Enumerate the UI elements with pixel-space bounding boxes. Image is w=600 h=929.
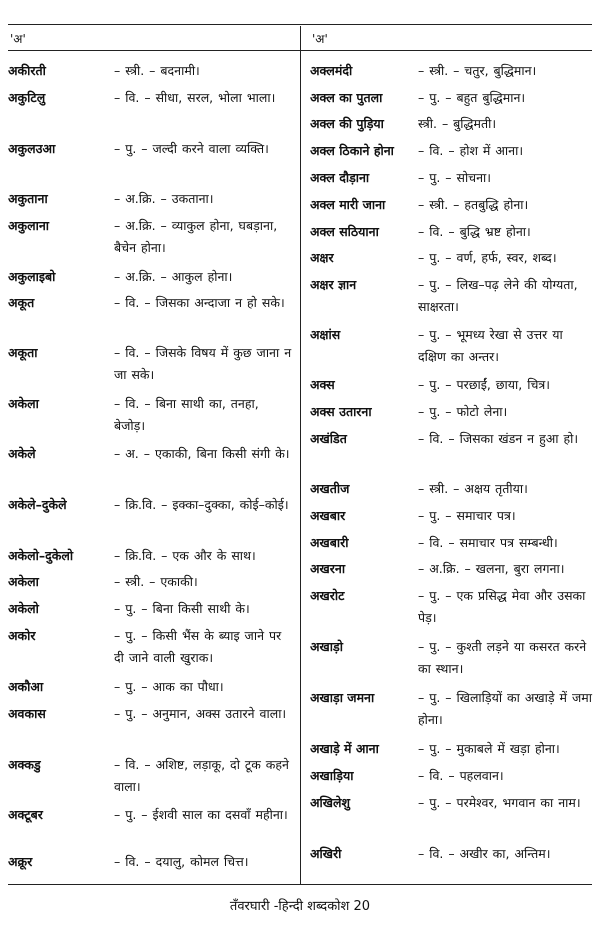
entry-headword: अखबारी	[310, 535, 349, 550]
entry-headword: अकीरती	[8, 63, 46, 78]
entry-headword: अखिरी	[310, 846, 342, 861]
top-rule	[8, 24, 592, 25]
entry-headword: अक्ल सठियाना	[310, 224, 379, 239]
entry-headword: अकूत	[8, 295, 35, 310]
entry-headword: अक्कडु	[8, 757, 41, 772]
entry-definition: – स्त्री. – हतबुद्धि होना।	[418, 197, 529, 212]
entry-headword: अकुलउआ	[8, 141, 56, 156]
entry-definition: – पु. – बिना किसी साथी के।	[114, 601, 250, 616]
entry-definition: – स्त्री. – एकाकी।	[114, 574, 198, 589]
entry-definition: – स्त्री. – अक्षय तृतीया।	[418, 481, 528, 496]
page-footer: तँवरघारी -हिन्दी शब्दकोश 20	[229, 899, 371, 914]
entry-definition: – पु. – एक प्रसिद्ध मेवा और उसका पेड़।	[418, 588, 586, 625]
column-divider	[300, 26, 301, 884]
entry-headword: अक्ल की पुड़िया	[310, 116, 384, 131]
entry-headword: अक्ल ठिकाने होना	[310, 143, 394, 158]
entry-definition: – पु. – फोटो लेना।	[418, 404, 508, 419]
entry-headword: अकुताना	[8, 191, 48, 206]
entry-headword: अक्स	[310, 377, 335, 392]
entry-headword: अकेला	[8, 396, 39, 411]
entry-definition: – पु. – मुकाबले में खड़ा होना।	[418, 741, 560, 756]
entry-definition: – पु. – ईशवी साल का दसवाँ महीना।	[114, 807, 288, 822]
entry-headword: अखबार	[310, 508, 346, 523]
entry-definition: – अ. – एकाकी, बिना किसी संगी के।	[114, 446, 290, 461]
entry-definition: – वि. – जिसके विषय में कुछ जाना न जा सके।	[114, 345, 292, 382]
entry-headword: अक्षर	[310, 250, 334, 265]
entry-headword: अक्षांस	[310, 327, 341, 342]
entry-definition: – वि. – अखीर का, अन्तिम।	[418, 846, 551, 861]
entry-definition: – वि. – बिना साथी का, तनहा, बेजोड़।	[114, 396, 259, 433]
entry-definition: – क्रि.वि. – इक्का–दुक्का, कोई–कोई।	[114, 497, 289, 512]
entry-definition: – वि. – बुद्धि भ्रष्ट होना।	[418, 224, 531, 239]
entry-headword: अक्ल दौड़ाना	[310, 170, 370, 185]
entry-definition: – पु. – लिख–पढ़ लेने की योग्यता, साक्षरता।	[418, 277, 578, 314]
entry-headword: अखाड़े में आना	[310, 741, 379, 756]
entry-definition: – स्त्री. – चतुर, बुद्धिमान।	[418, 63, 537, 78]
entry-headword: अकेलो	[8, 601, 39, 616]
entry-definition: – पु. – अनुमान, अक्स उतारने वाला।	[114, 706, 287, 721]
entry-headword: अकुटिलु	[8, 90, 46, 105]
entry-definition: – वि. – पहलवान।	[418, 768, 504, 783]
entry-headword: अक्टूबर	[8, 807, 43, 822]
entry-definition: – पु. – कुश्ती लड़ने या कसरत करने का स्थान।	[418, 639, 587, 676]
entry-definition: – अ.क्रि. – उकताना।	[114, 191, 214, 206]
entry-headword: अखिलेशु	[310, 795, 350, 810]
entry-definition: – स्त्री. – बदनामी।	[114, 63, 200, 78]
entry-definition: – वि. – दयालु, कोमल चित्त।	[114, 854, 249, 869]
entry-headword: अकेले–दुकेले	[8, 497, 67, 512]
entry-headword: अक्रूर	[8, 854, 33, 869]
entry-headword: अखाड़िया	[310, 768, 354, 783]
entry-headword: अखरना	[310, 561, 346, 576]
entry-definition: – पु. – जल्दी करने वाला व्यक्ति।	[114, 141, 269, 156]
header-letter-right: 'अ'	[312, 32, 328, 46]
entry-headword: अकोर	[8, 628, 36, 643]
entry-definition: – पु. – किसी भैंस के ब्याइ जाने पर दी जाने वाली खुराक।	[114, 628, 282, 665]
entry-definition: – वि. – अशिष्ट, लड़ाकू, दो टूक कहने वाला।	[114, 757, 289, 794]
entry-definition: – वि. – समाचार पत्र सम्बन्धी।	[418, 535, 558, 550]
entry-headword: अक्ल मारी जाना	[310, 197, 386, 212]
entry-definition: – अ.क्रि. – खलना, बुरा लगना।	[418, 561, 565, 576]
entry-definition: – अ.क्रि. – आकुल होना।	[114, 269, 233, 284]
entry-headword: अखरोट	[310, 588, 345, 603]
entry-definition: – पु. – समाचार पत्र।	[418, 508, 516, 523]
entry-headword: अक्लमंदी	[310, 63, 353, 78]
entry-definition: – पु. – परमेश्वर, भगवान का नाम।	[418, 795, 581, 810]
header-letter-left: 'अ'	[10, 32, 26, 46]
entry-headword: अक्षर ज्ञान	[310, 277, 357, 292]
entry-definition: – पु. – भूमध्य रेखा से उत्तर या दक्षिण का अन्तर।	[418, 327, 563, 364]
entry-headword: अक्स उतारना	[310, 404, 372, 419]
entry-definition: – पु. – वर्ण, हर्फ, स्वर, शब्द।	[418, 250, 557, 265]
entry-headword: अखंडित	[310, 431, 347, 446]
entry-headword: अकौआ	[8, 679, 44, 694]
entry-definition: – पु. – सोचना।	[418, 170, 492, 185]
entry-definition: – अ.क्रि. – व्याकुल होना, घबड़ाना, बैचेन होना।	[114, 218, 278, 255]
entry-definition: – वि. – होश में आना।	[418, 143, 524, 158]
entry-definition: – वि. – सीधा, सरल, भोला भाला।	[114, 90, 276, 105]
entry-headword: अखतीज	[310, 481, 350, 496]
entry-definition: – क्रि.वि. – एक और के साथ।	[114, 548, 256, 563]
entry-headword: अक्ल का पुतला	[310, 90, 383, 105]
entry-definition: – पु. – परछाईं, छाया, चित्र।	[418, 377, 551, 392]
entry-definition: स्त्री. – बुद्धिमती।	[418, 116, 497, 131]
entry-headword: अकूता	[8, 345, 38, 360]
entry-definition: – पु. – बहुत बुद्धिमान।	[418, 90, 526, 105]
entry-definition: – वि. – जिसका खंडन न हुआ हो।	[418, 431, 579, 446]
entry-headword: अकेलो–दुकेलो	[8, 548, 74, 563]
entry-headword: अकेला	[8, 574, 39, 589]
entry-headword: अखाड़ो	[310, 639, 343, 654]
entry-definition: – पु. – आक का पौधा।	[114, 679, 224, 694]
bottom-rule	[8, 884, 592, 885]
entry-headword: अवकास	[8, 706, 46, 721]
entry-definition: – पु. – खिलाड़ियों का अखाड़े में जमा होना।	[418, 690, 592, 727]
entry-headword: अकुलाइबो	[8, 269, 56, 284]
entry-headword: अखाड़ा जमना	[310, 690, 375, 705]
entry-definition: – वि. – जिसका अन्दाजा न हो सके।	[114, 295, 285, 310]
entry-headword: अकेले	[8, 446, 36, 461]
entry-headword: अकुलाना	[8, 218, 50, 233]
